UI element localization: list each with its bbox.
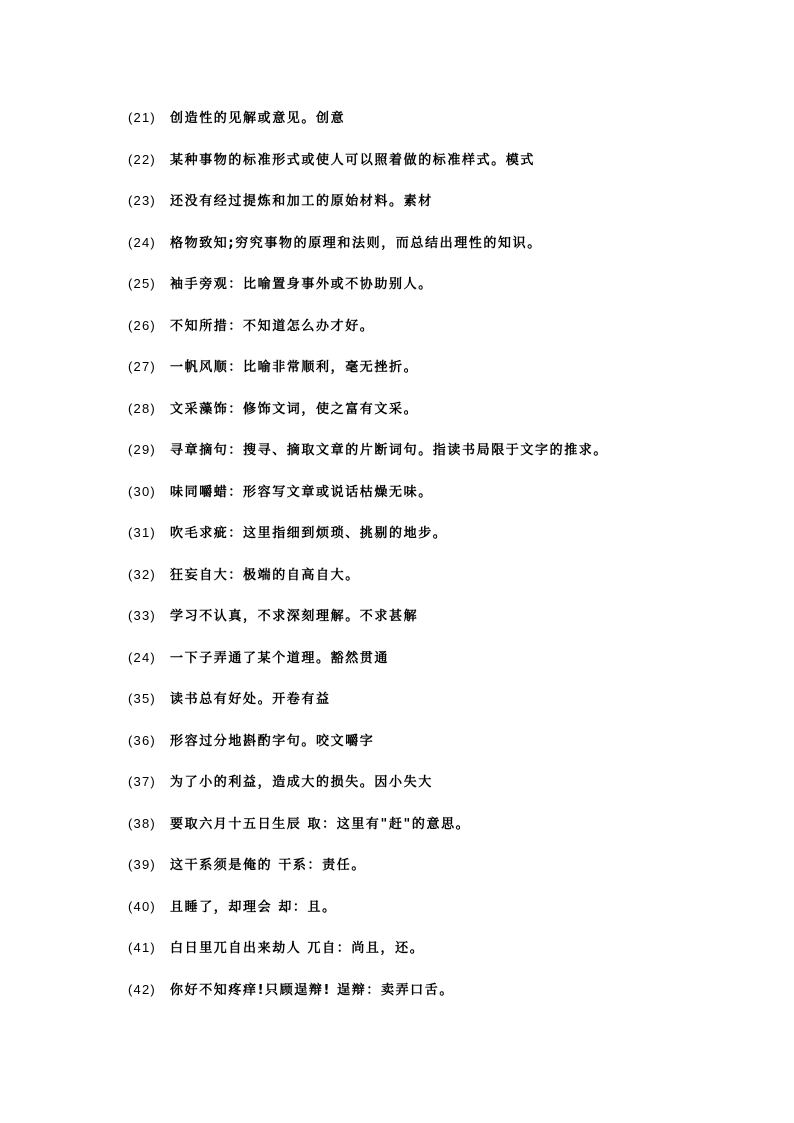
entry-text: 一帆风顺：比喻非常顺利，毫无挫折。	[170, 360, 419, 375]
entry-text: 一下子弄通了某个道理。豁然贯通	[170, 650, 390, 666]
entry-text: 寻章摘句：搜寻、摘取文章的片断词句。指读书局限于文字的推求。	[170, 443, 609, 458]
entry-text: 学习不认真，不求深刻理解。不求甚解	[170, 609, 419, 624]
list-item	[128, 440, 768, 482]
entry-text: 你好不知疼痒!只顾逞辩! 逞辩：卖弄口舌。	[170, 982, 454, 998]
list-item	[128, 897, 768, 939]
list-item	[128, 108, 768, 150]
entry-number: (24)	[128, 234, 156, 250]
entry-number: (26)	[128, 317, 156, 333]
entry-number: (27)	[128, 359, 156, 374]
entry-number: (39)	[128, 857, 156, 872]
entry-text: 为了小的利益，造成大的损失。因小失大	[170, 775, 433, 790]
entry-number: (42)	[128, 981, 156, 997]
entry-number: (30)	[128, 483, 156, 499]
list-item	[128, 191, 768, 233]
list-item	[128, 689, 768, 731]
entry-number: (36)	[128, 732, 156, 748]
vocabulary-list	[128, 108, 768, 1021]
list-item	[128, 855, 768, 897]
entry-text: 要取六月十五日生辰 取：这里有"赶"的意思。	[170, 816, 471, 832]
entry-text: 格物致知;穷究事物的原理和法则，而总结出理性的知识。	[170, 235, 542, 251]
entry-text: 某种事物的标准形式或使人可以照着做的标准样式。模式	[170, 152, 536, 168]
entry-text: 袖手旁观：比喻置身事外或不协助别人。	[170, 277, 433, 292]
entry-number: (37)	[128, 774, 156, 789]
list-item	[128, 316, 768, 358]
entry-text: 不知所措：不知道怎么办才好。	[170, 318, 375, 334]
entry-text: 还没有经过提炼和加工的原始材料。素材	[170, 194, 433, 209]
list-item	[128, 980, 768, 1022]
entry-number: (29)	[128, 442, 156, 457]
entry-text: 文采藻饰：修饰文词，使之富有文采。	[170, 401, 419, 417]
entry-number: (31)	[128, 525, 156, 540]
list-item	[128, 731, 768, 773]
list-item	[128, 814, 768, 856]
entry-text: 且睡了，却理会 却：且。	[170, 899, 337, 915]
list-item	[128, 274, 768, 316]
entry-number: (35)	[128, 691, 156, 706]
entry-text: 读书总有好处。开卷有益	[170, 692, 331, 707]
entry-text: 白日里兀自出来劫人 兀自：尚且，还。	[170, 941, 425, 956]
entry-number: (22)	[128, 151, 156, 167]
list-item	[128, 150, 768, 192]
list-item	[128, 357, 768, 399]
list-item	[128, 772, 768, 814]
list-item	[128, 938, 768, 980]
entry-number: (21)	[128, 110, 156, 125]
list-item	[128, 565, 768, 607]
entry-text: 形容过分地斟酌字句。咬文嚼字	[170, 733, 375, 749]
list-item	[128, 482, 768, 524]
list-item	[128, 648, 768, 690]
list-item	[128, 606, 768, 648]
entry-number: (25)	[128, 276, 156, 291]
entry-number: (23)	[128, 193, 156, 208]
list-item	[128, 523, 768, 565]
entry-text: 创造性的见解或意见。创意	[170, 111, 346, 126]
list-item	[128, 233, 768, 275]
entry-number: (40)	[128, 898, 156, 914]
entry-text: 狂妄自大：极端的自高自大。	[170, 567, 360, 583]
entry-text: 味同嚼蜡：形容写文章或说话枯燥无味。	[170, 484, 433, 500]
entry-number: (41)	[128, 940, 156, 955]
entry-number: (32)	[128, 566, 156, 582]
entry-text: 吹毛求疵：这里指细到烦琐、挑剔的地步。	[170, 526, 448, 541]
entry-number: (24)	[128, 649, 156, 665]
entry-number: (38)	[128, 815, 156, 831]
entry-number: (28)	[128, 400, 156, 416]
entry-number: (33)	[128, 608, 156, 623]
list-item	[128, 399, 768, 441]
entry-text: 这干系须是俺的 干系：责任。	[170, 858, 366, 873]
